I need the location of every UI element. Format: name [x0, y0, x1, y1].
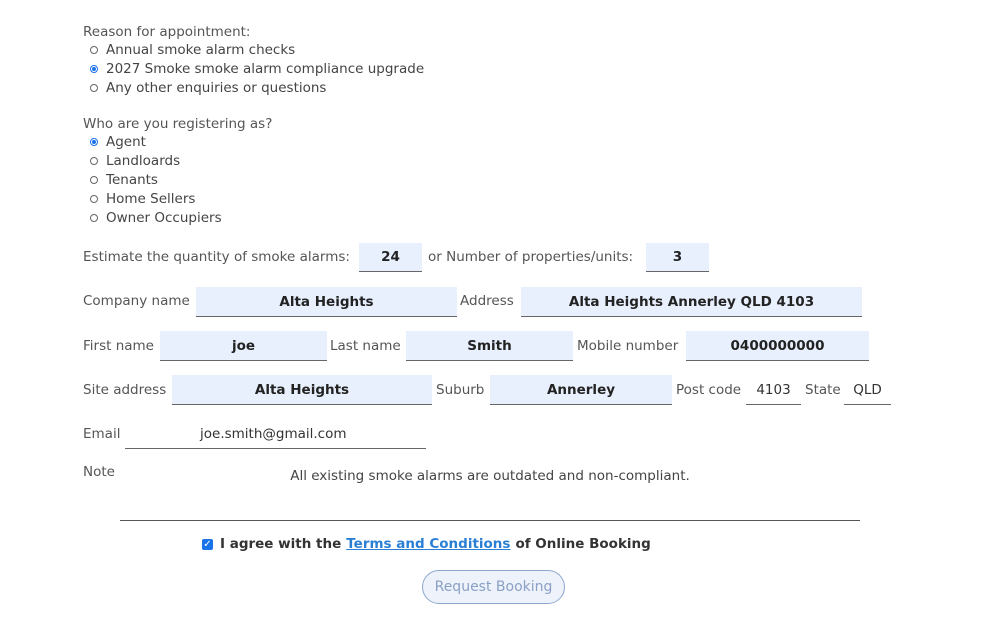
last-name-label: Last name: [330, 338, 401, 354]
first-name-input[interactable]: joe: [160, 331, 327, 361]
reason-option-label: Annual smoke alarm checks: [106, 41, 296, 58]
registering-option-label: Home Sellers: [106, 190, 196, 207]
suburb-input[interactable]: Annerley: [490, 375, 672, 405]
registering-title: Who are you registering as?: [83, 116, 273, 132]
agree-suffix: of Online Booking: [515, 536, 651, 552]
suburb-label: Suburb: [436, 382, 485, 398]
postcode-input[interactable]: 4103: [746, 375, 801, 405]
radio-icon[interactable]: [90, 84, 98, 92]
terms-link[interactable]: Terms and Conditions: [346, 536, 511, 552]
mobile-label: Mobile number: [577, 338, 679, 354]
radio-icon[interactable]: [90, 176, 98, 184]
radio-icon[interactable]: [90, 157, 98, 165]
last-name-input[interactable]: Smith: [406, 331, 573, 361]
mobile-input[interactable]: 0400000000: [686, 331, 869, 361]
radio-checked-icon[interactable]: [90, 138, 98, 146]
properties-input[interactable]: 3: [646, 243, 709, 272]
note-label: Note: [83, 464, 115, 480]
quantity-label: Estimate the quantity of smoke alarms:: [83, 249, 350, 265]
registering-option-home-sellers[interactable]: [90, 189, 272, 208]
address-input[interactable]: Alta Heights Annerley QLD 4103: [521, 287, 862, 317]
registering-option-tenants[interactable]: [90, 170, 272, 189]
note-textarea[interactable]: [120, 468, 860, 520]
first-name-label: First name: [83, 338, 154, 354]
reason-option-label: 2027 Smoke smoke alarm compliance upgrade: [106, 60, 425, 77]
registering-option-label: Owner Occupiers: [106, 209, 222, 226]
agree-prefix: I agree with the: [220, 536, 342, 552]
radio-icon[interactable]: [90, 214, 98, 222]
note-text: All existing smoke alarms are outdated and non-compliant.: [290, 468, 690, 484]
properties-label: or Number of properties/units:: [428, 249, 634, 265]
radio-checked-icon[interactable]: [90, 65, 98, 73]
note-underline: [120, 520, 860, 521]
address-label: Address: [460, 293, 514, 309]
reason-title: Reason for appointment:: [83, 24, 251, 40]
registering-option-owner-occupiers[interactable]: [90, 208, 272, 227]
radio-icon[interactable]: [90, 46, 98, 54]
request-booking-button[interactable]: Request Booking: [422, 570, 565, 604]
reason-option-upgrade[interactable]: [90, 59, 424, 78]
registering-option-label: Landloards: [106, 152, 181, 169]
registering-group: [83, 116, 272, 227]
state-input[interactable]: QLD: [844, 375, 891, 405]
reason-group: [83, 24, 424, 97]
email-label: Email: [83, 426, 121, 442]
company-label: Company name: [83, 293, 190, 309]
quantity-input[interactable]: 24: [359, 243, 422, 272]
agree-checkbox[interactable]: ✓: [203, 538, 212, 550]
site-address-input[interactable]: Alta Heights: [172, 375, 432, 405]
registering-option-label: Agent: [106, 133, 146, 150]
reason-option-label: Any other enquiries or questions: [106, 79, 327, 96]
registering-option-agent[interactable]: [90, 132, 272, 151]
radio-icon[interactable]: [90, 195, 98, 203]
reason-option-annual[interactable]: [90, 40, 424, 59]
registering-option-landlords[interactable]: [90, 151, 272, 170]
reason-option-other[interactable]: [90, 78, 424, 97]
state-label: State: [805, 382, 841, 398]
postcode-label: Post code: [676, 382, 742, 398]
company-name-input[interactable]: Alta Heights: [196, 287, 457, 317]
agree-row: [202, 536, 651, 552]
email-input[interactable]: joe.smith@gmail.com: [125, 419, 426, 449]
registering-option-label: Tenants: [106, 171, 158, 188]
site-address-label: Site address: [83, 382, 167, 398]
